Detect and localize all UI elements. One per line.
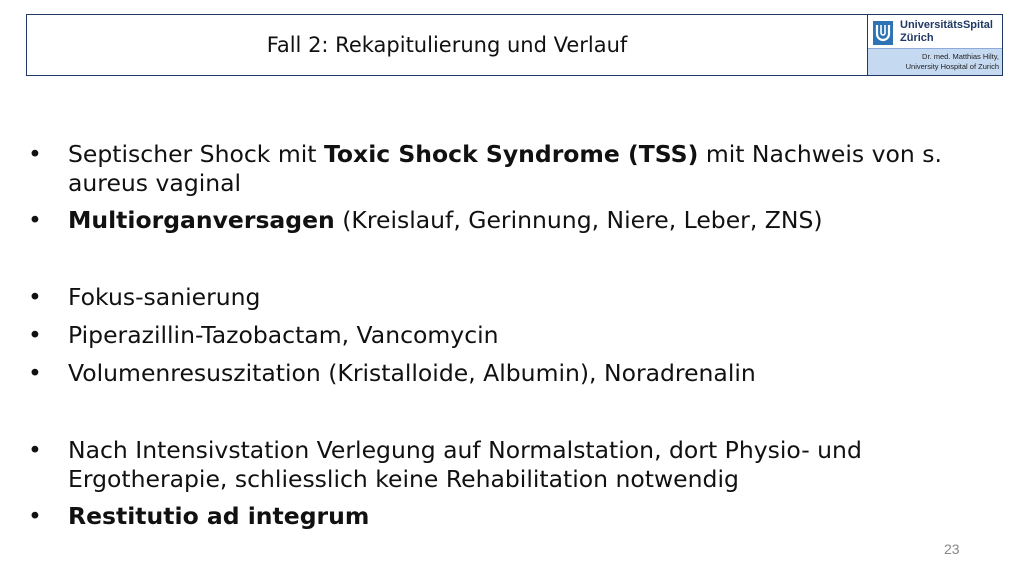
bullet-item [28,502,998,531]
bullet-text-pre: Nach Intensivstation Verlegung auf Normalstation, dort Physio- und Ergotherapie, schliesslich keine Rehabilitation notwendig [68,436,862,493]
bullet-text-bold: Multiorganversagen [68,206,335,234]
bullet-dot-icon: • [28,436,42,464]
logo-author-band [868,48,1002,75]
bullet-dot-icon: • [28,206,42,234]
logo-name-line2: Zürich [900,32,934,44]
page-number: 23 [944,541,960,557]
hospital-logo [868,14,1003,76]
logo-name-line1: UniversitätsSpital [900,19,993,31]
bullet-item [28,283,998,312]
author-line1: Dr. med. Matthias Hilty, [922,52,999,61]
bullet-dot-icon: • [28,140,42,168]
bullet-text-pre: Volumenresuszitation (Kristalloide, Albumin), Noradrenalin [68,359,756,387]
author-line2: University Hospital of Zurich [905,62,999,71]
university-hospital-logo-icon [873,21,893,45]
bullet-text-bold: Restitutio ad integrum [68,502,370,530]
bullet-dot-icon: • [28,359,42,387]
bullet-dot-icon: • [28,321,42,349]
bullet-item [28,436,998,494]
title-box [26,14,868,76]
bullet-text-pre: Septischer Shock mit [68,140,324,168]
logo-top [868,15,1002,49]
bullet-item [28,321,998,350]
bullet-item [28,359,998,388]
bullet-dot-icon: • [28,283,42,311]
bullet-item [28,206,998,235]
bullet-text-post: (Kreislauf, Gerinnung, Niere, Leber, ZNS) [334,206,823,234]
logo-name [900,19,993,45]
bullet-text-bold: Toxic Shock Syndrome (TSS) [323,140,699,168]
bullet-dot-icon: • [28,502,42,530]
bullet-item [28,140,998,198]
slide-title: Fall 2: Rekapitulierung und Verlauf [266,33,628,57]
bullet-text-pre: Fokus-sanierung [68,283,261,311]
bullet-text-pre: Piperazillin-Tazobactam, Vancomycin [68,321,499,349]
bullet-list [28,140,998,531]
bullet-text-post: mit Nachweis von s. aureus vaginal [68,140,942,197]
